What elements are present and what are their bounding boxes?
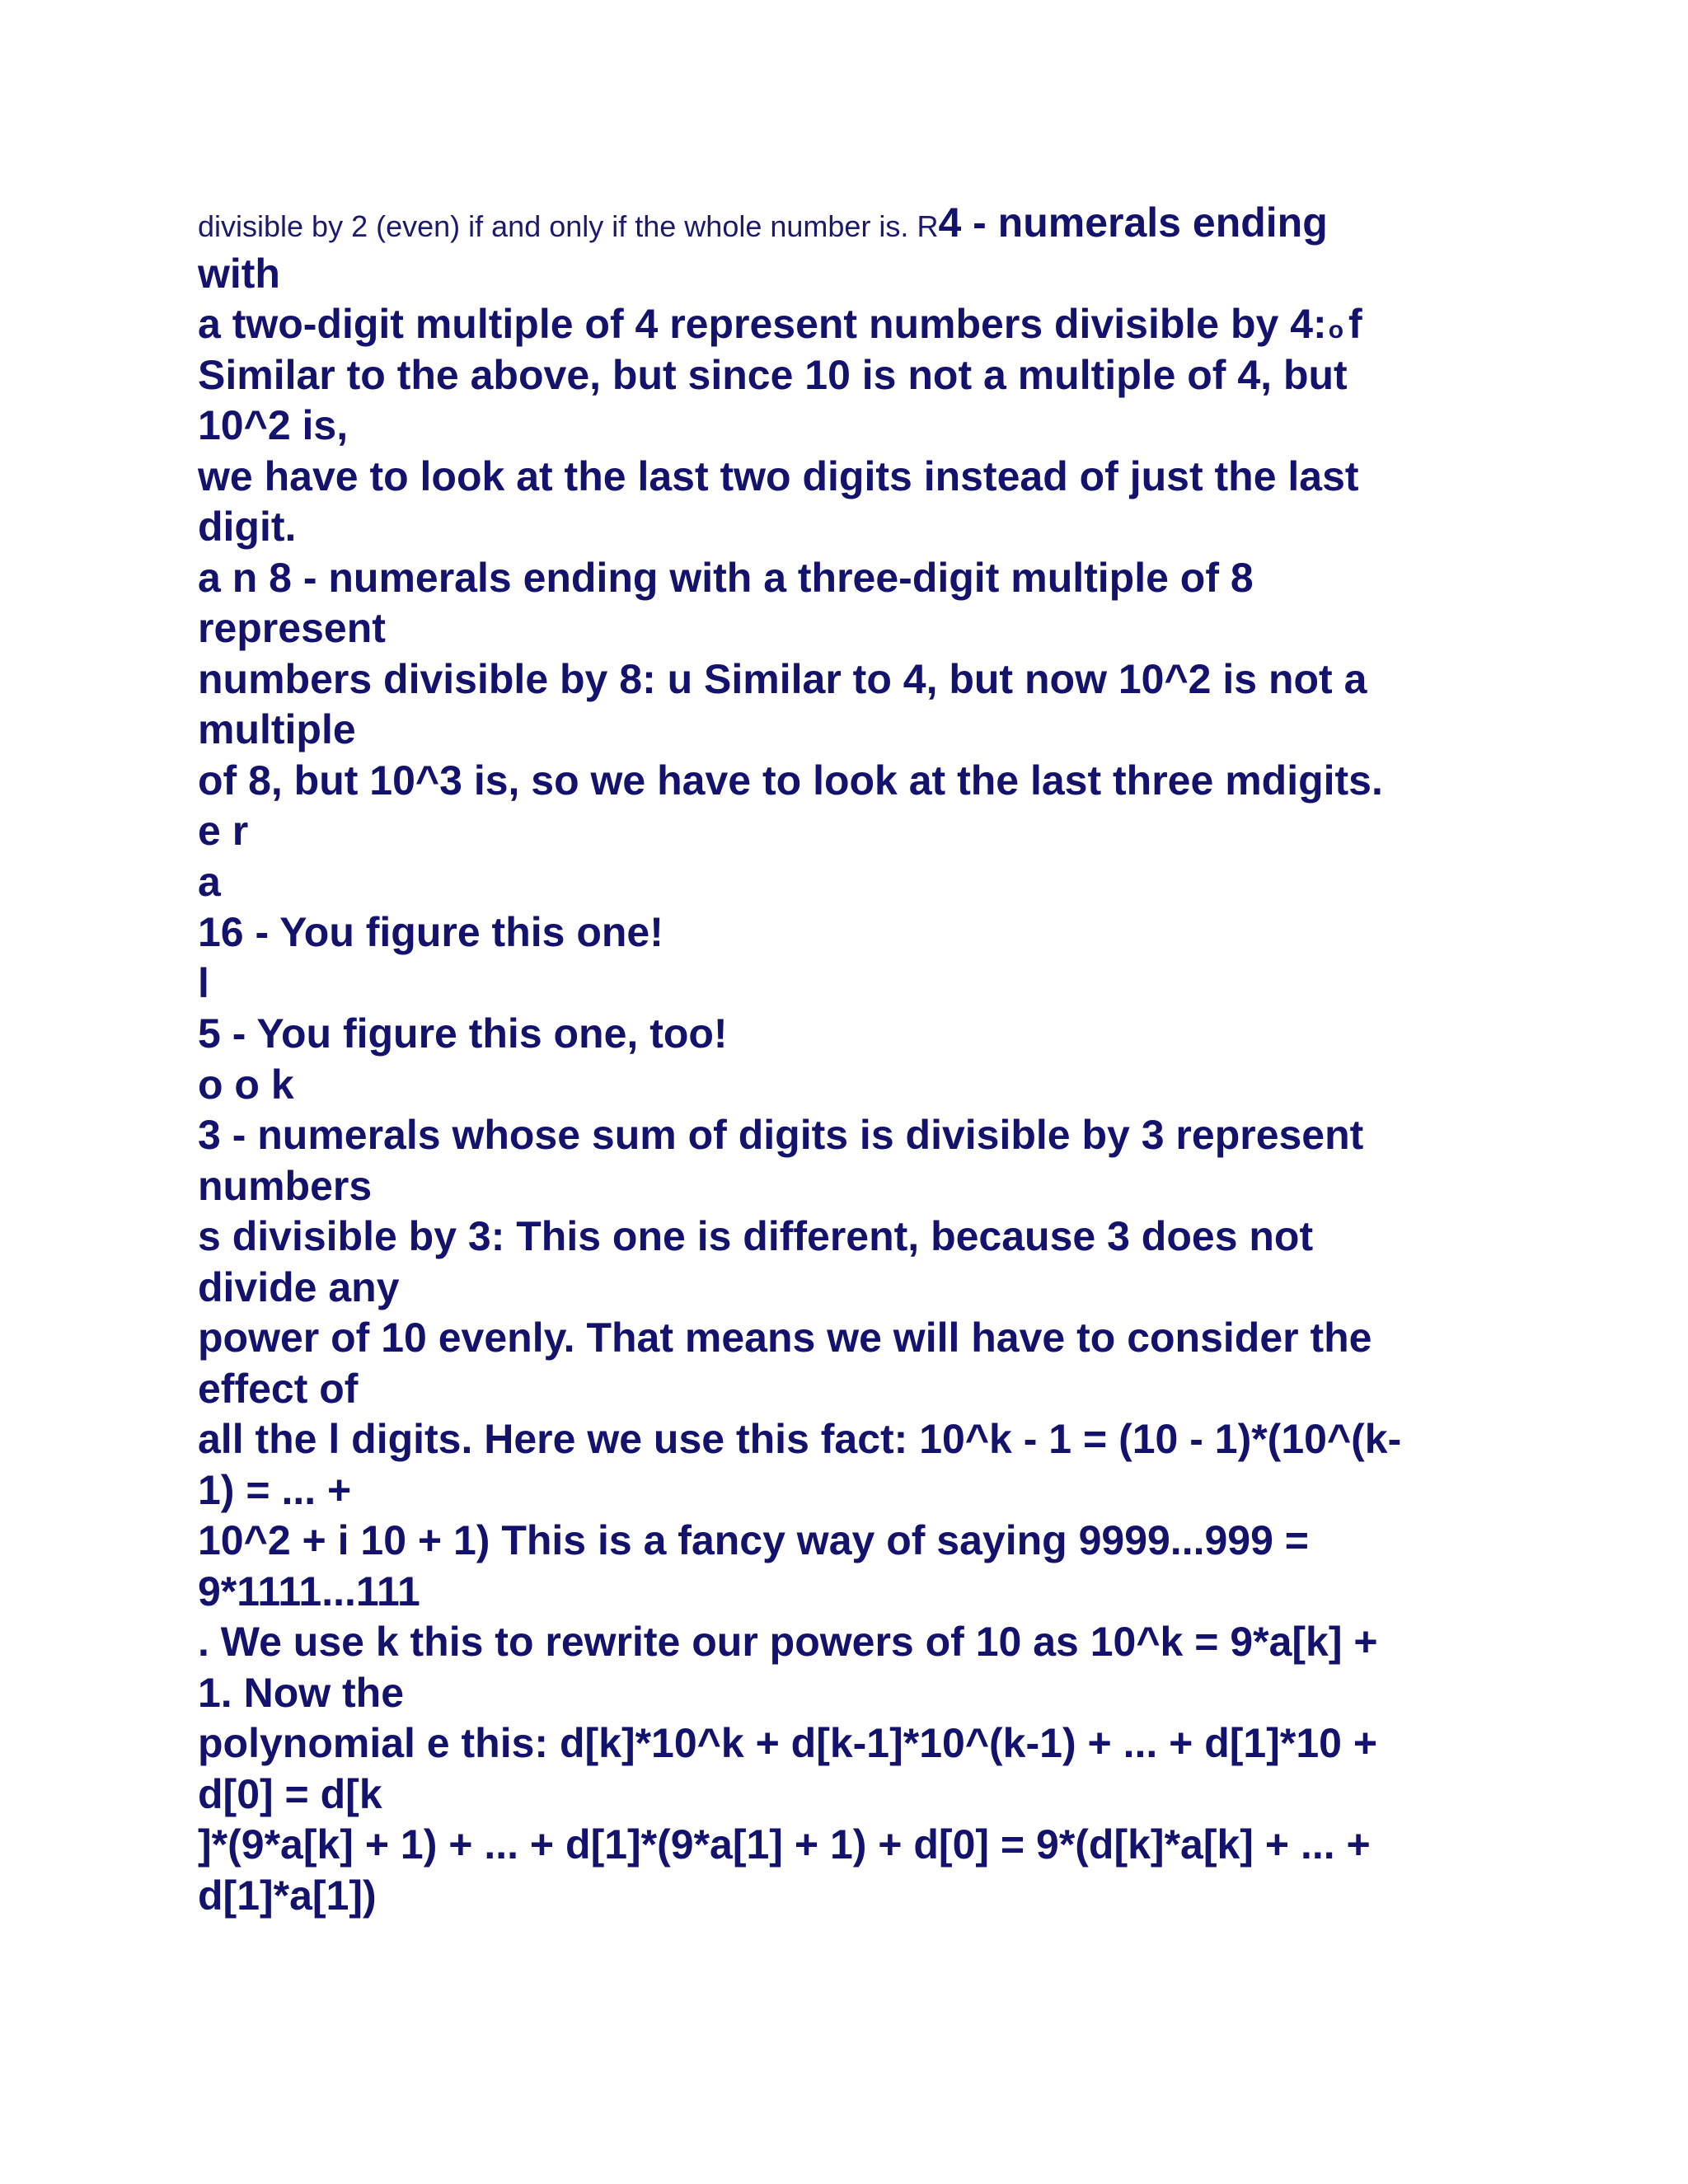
text-line-12: of 8, but 10^3 is, so we have to look at the last three mdigits.: [198, 757, 1383, 804]
text-line-18: o o k: [198, 1061, 294, 1108]
text-line-29: . We use k this to rewrite our powers of 10 as 10^k = 9*a[k] +: [198, 1619, 1378, 1665]
text-line-15: 16 - You figure this one!: [198, 909, 663, 955]
text-line-1-bold-part: 4 - numerals ending: [938, 199, 1328, 246]
text-line-24: effect of: [198, 1365, 359, 1412]
text-line-1: [198, 198, 1500, 249]
text-line-4: Similar to the above, but since 10 is not a multiple of 4, but: [198, 351, 1348, 398]
text-line-10: numbers divisible by 8: u Similar to 4, but now 10^2 is not a: [198, 655, 1367, 702]
text-line-20: numbers: [198, 1162, 373, 1209]
text-line-19: 3 - numerals whose sum of digits is divisible by 3 represent: [198, 1112, 1364, 1158]
text-line-25: all the l digits. Here we use this fact: 10^k - 1 = (10 - 1)*(10^(k-: [198, 1416, 1402, 1462]
text-line-27: 10^2 + i 10 + 1) This is a fancy way of saying 9999...999 =: [198, 1517, 1309, 1563]
text-line-11: multiple: [198, 706, 356, 752]
text-line-30: 1. Now the: [198, 1669, 405, 1716]
text-line-2: with: [198, 250, 280, 297]
text-line-3-main: a two-digit multiple of 4 represent numbers divisible by 4:: [198, 301, 1327, 347]
text-line-32: d[0] = d[k: [198, 1770, 382, 1817]
text-line-21: s divisible by 3: This one is different, because 3 does not: [198, 1213, 1314, 1259]
text-line-14: a: [198, 858, 221, 905]
text-line-31: polynomial e this: d[k]*10^k + d[k-1]*10^(k-1) + ... + d[1]*10 +: [198, 1720, 1378, 1766]
text-line-17: 5 - You figure this one, too!: [198, 1010, 728, 1057]
text-line-26: 1) = ... +: [198, 1466, 352, 1513]
text-line-3: [198, 299, 1500, 350]
text-line-7: digit.: [198, 504, 297, 550]
text-line-13: e r: [198, 808, 249, 854]
text-line-9: represent: [198, 605, 386, 651]
text-line-22: divide any: [198, 1263, 400, 1310]
text-line-16: l: [198, 959, 209, 1006]
text-line-5: 10^2 is,: [198, 402, 349, 448]
text-line-33: ]*(9*a[k] + 1) + ... + d[1]*(9*a[1] + 1) + d[0] = 9*(d[k]*a[k] + ... +: [198, 1821, 1371, 1868]
text-line-23: power of 10 evenly. That means we will have to consider the: [198, 1315, 1372, 1361]
text-line-34: d[1]*a[1]): [198, 1872, 377, 1919]
document-body: [198, 198, 1500, 1921]
text-line-3-small-letter: o: [1328, 316, 1344, 344]
text-line-3-tail: f: [1348, 301, 1362, 347]
text-line-1-small-part: divisible by 2 (even) if and only if the whole number is. R: [198, 209, 939, 243]
text-line-8: a n 8 - numerals ending with a three-digit multiple of 8: [198, 554, 1254, 601]
text-line-6: we have to look at the last two digits instead of just the last: [198, 452, 1359, 499]
text-line-28: 9*1111...111: [198, 1568, 420, 1615]
